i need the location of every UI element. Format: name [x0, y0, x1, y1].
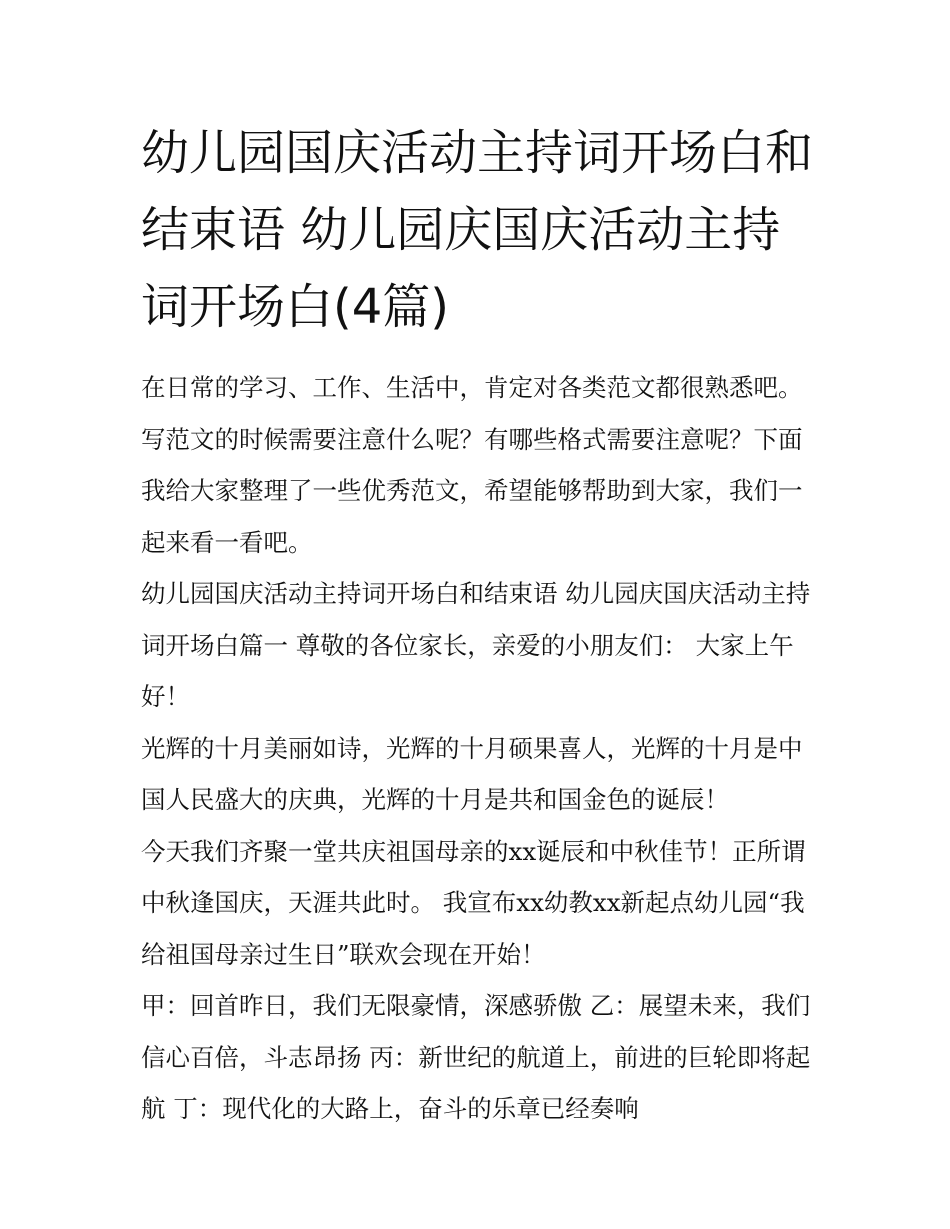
paragraph-greeting: 幼儿园国庆活动主持词开场白和结束语 幼儿园庆国庆活动主持词开场白篇一 尊敬的各位家长，亲爱的小朋友们： 大家上午好！ — [141, 579, 811, 711]
paragraph-dialogue: 甲：回首昨日，我们无限豪情，深感骄傲 乙：展望未来，我们信心百倍，斗志昂扬 丙：新世纪的航道上，前进的巨轮即将起航 丁：现代化的大路上，奋斗的乐章已经奏响 — [141, 991, 811, 1123]
document-body — [141, 362, 813, 1135]
paragraph-intro: 在日常的学习、工作、生活中，肯定对各类范文都很熟悉吧。写范文的时候需要注意什么呢？有哪些格式需要注意呢？下面我给大家整理了一些优秀范文，希望能够帮助到大家，我们一起来看一看吧。 — [141, 373, 803, 557]
paragraph-october: 光辉的十月美丽如诗，光辉的十月硕果喜人，光辉的十月是中国人民盛大的庆典，光辉的十月是共和国金色的诞辰！ — [141, 733, 803, 814]
document-page — [141, 115, 813, 1135]
document-title: 幼儿园国庆活动主持词开场白和结束语 幼儿园庆国庆活动主持词开场白(4篇) — [141, 125, 814, 335]
paragraph-opening: 今天我们齐聚一堂共庆祖国母亲的xx诞辰和中秋佳节！正所谓中秋逢国庆，天涯共此时。 我宣布xx幼教xx新起点幼儿园“我给祖国母亲过生日”联欢会现在开始！ — [141, 836, 806, 969]
